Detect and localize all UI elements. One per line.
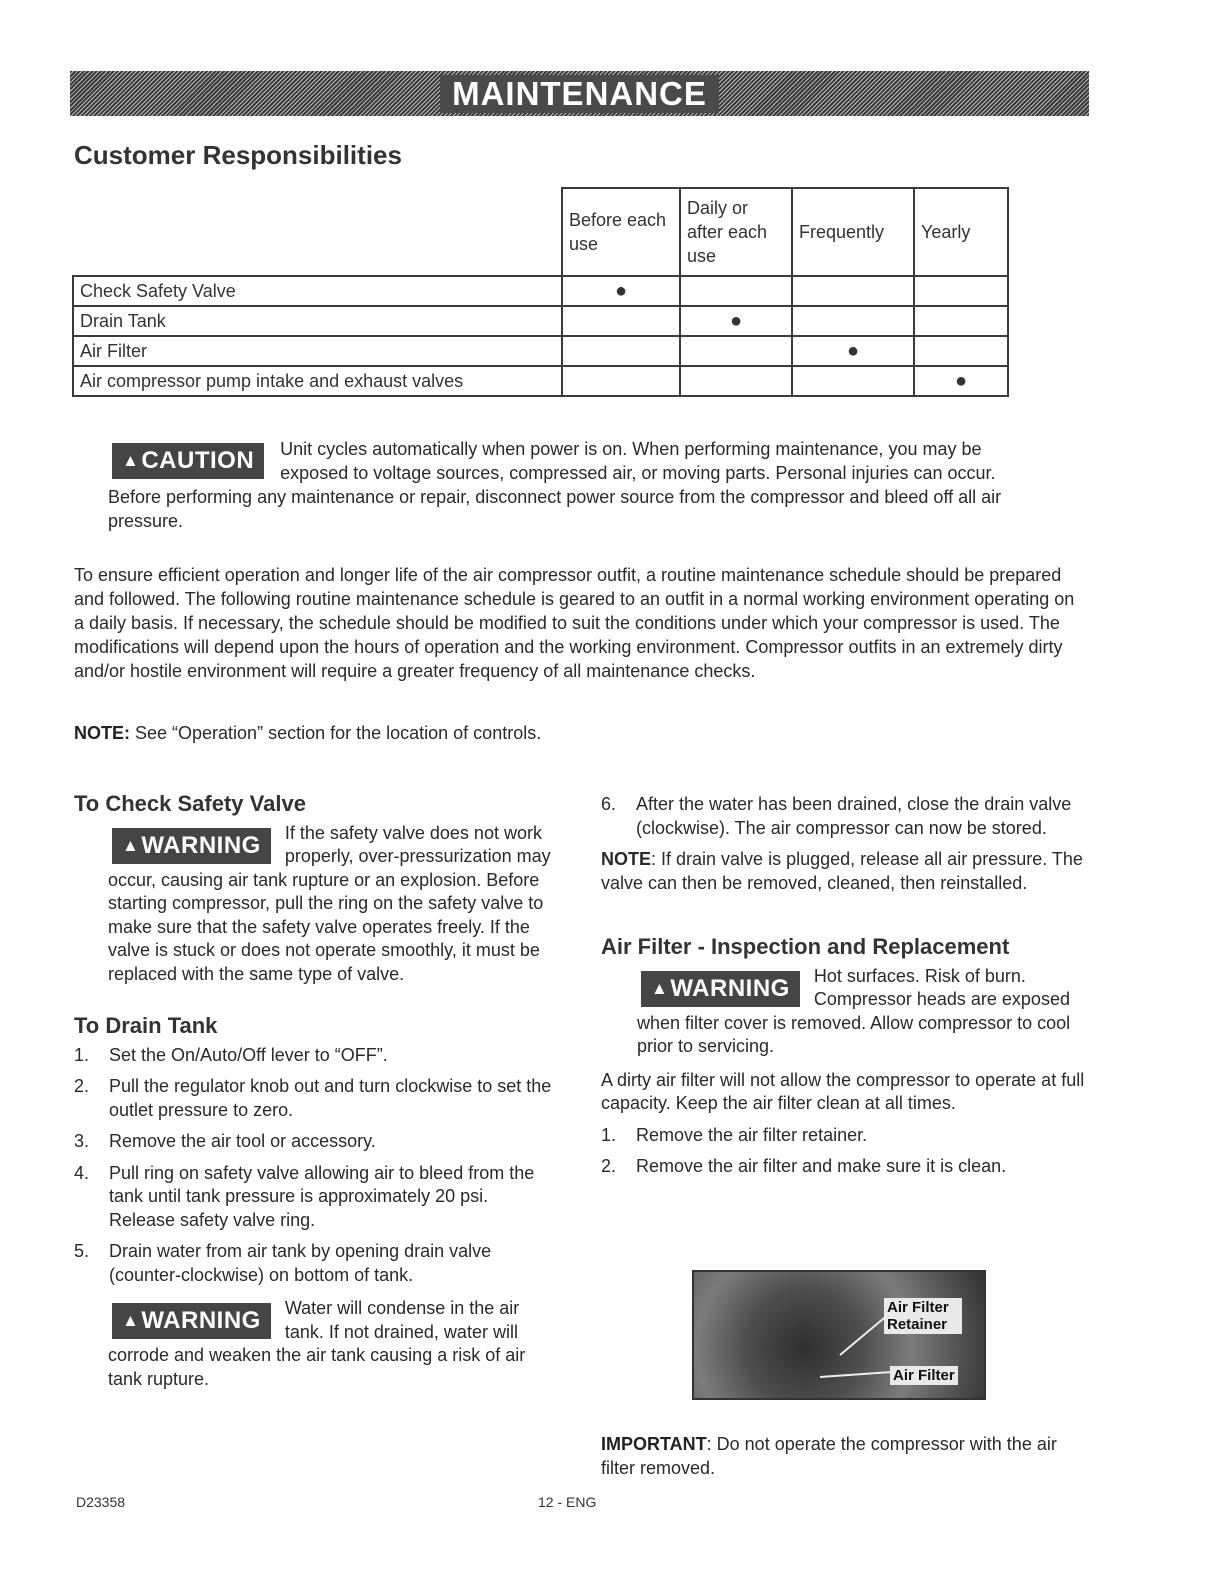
task-cell: Drain Tank bbox=[73, 306, 562, 336]
warning-triangle-icon: ▲ bbox=[122, 1311, 140, 1330]
note-text: See “Operation” section for the location of controls. bbox=[130, 723, 542, 743]
table-header-cell: Yearly bbox=[914, 188, 1008, 276]
table-row bbox=[73, 306, 1008, 336]
drain-tank-heading: To Drain Tank bbox=[74, 1013, 218, 1038]
task-cell: Check Safety Valve bbox=[73, 276, 562, 306]
step-number: 2. bbox=[74, 1076, 90, 1096]
safety-valve-warning bbox=[74, 822, 552, 987]
table-header-row bbox=[73, 188, 1008, 276]
drain-tank-steps-cont bbox=[601, 793, 1091, 840]
banner-title: MAINTENANCE bbox=[440, 75, 719, 113]
section-banner bbox=[70, 71, 1089, 116]
drain-valve-note bbox=[601, 848, 1091, 895]
step-text: Set the On/Auto/Off lever to “OFF”. bbox=[109, 1044, 388, 1065]
page-number: 12 - ENG bbox=[538, 1494, 597, 1510]
note-label: NOTE: bbox=[74, 723, 130, 743]
safety-valve-heading: To Check Safety Valve bbox=[74, 791, 306, 816]
task-cell: Air compressor pump intake and exhaust valves bbox=[73, 366, 562, 396]
drain-tank-steps bbox=[74, 1044, 552, 1288]
air-filter-photo bbox=[692, 1270, 986, 1400]
step-text: After the water has been drained, close the drain valve (clockwise). The air compressor can now be stored. bbox=[636, 794, 1072, 838]
mark-cell bbox=[914, 336, 1008, 366]
air-filter-warning bbox=[601, 965, 1091, 1059]
table-row bbox=[73, 336, 1008, 366]
left-column bbox=[74, 792, 552, 1391]
warning-label: WARNING bbox=[670, 974, 790, 1002]
intro-paragraph: To ensure efficient operation and longer life of the air compressor outfit, a routine maintenance schedule should be prepared and followed. The following routine maintenance schedule is geared to an outfit in a normal working environment operating on a daily basis. If necessary, the schedule should be modified to suit the conditions under which your compressor is used. The modifications will depend upon the hours of operation and the working environment. Compressor outfits in an extremely dirty and/or hostile environment will require a greater frequency of all maintenance checks. bbox=[74, 565, 1075, 681]
task-cell: Air Filter bbox=[73, 336, 562, 366]
step-number: 1. bbox=[74, 1044, 90, 1065]
note-text: : If drain valve is plugged, release all air pressure. The valve can then be removed, cleaned, then reinstalled. bbox=[601, 849, 1083, 893]
caution-badge bbox=[112, 443, 264, 479]
table-header-blank bbox=[73, 188, 562, 276]
table-header-cell: Frequently bbox=[792, 188, 914, 276]
warning-triangle-icon: ▲ bbox=[122, 835, 140, 855]
mark-cell: ● bbox=[680, 306, 792, 336]
mark-cell bbox=[792, 306, 914, 336]
step-text: Remove the air tool or accessory. bbox=[109, 1131, 376, 1151]
safety-valve-text: If the safety valve does not work properly, over-pressurization may occur, causing air tank rupture or an explosion. Before starting compressor, pull the ring on the safety valve to make sure that the safety valve operates freely. If the valve is stuck or does not operate smoothly, it must be replaced with the same type of valve. bbox=[108, 822, 551, 984]
mark-cell bbox=[680, 366, 792, 396]
list-item bbox=[74, 1240, 552, 1287]
drain-tank-warning bbox=[74, 1297, 552, 1391]
step-number: 6. bbox=[601, 794, 617, 814]
document-code: D23358 bbox=[76, 1494, 126, 1510]
warning-badge bbox=[641, 971, 800, 1007]
air-filter-steps bbox=[601, 1124, 1091, 1179]
list-item bbox=[74, 1162, 552, 1233]
note-operation bbox=[74, 721, 1084, 745]
important-label: IMPORTANT bbox=[601, 1434, 707, 1454]
list-item bbox=[601, 1155, 1091, 1179]
mark-cell bbox=[680, 336, 792, 366]
step-text: Remove the air filter and make sure it is clean. bbox=[636, 1156, 1007, 1176]
warning-triangle-icon: ▲ bbox=[122, 451, 140, 470]
mark-cell: ● bbox=[792, 336, 914, 366]
important-text: : Do not operate the compressor with the air filter removed. bbox=[601, 1434, 1057, 1478]
air-filter-text: A dirty air filter will not allow the compressor to operate at full capacity. Keep the air filter clean at all times. bbox=[601, 1069, 1085, 1113]
step-number: 3. bbox=[74, 1131, 90, 1151]
mark-cell bbox=[680, 276, 792, 306]
table-header-cell: Before each use bbox=[562, 188, 680, 276]
caution-text: Unit cycles automatically when power is on. When performing maintenance, you may be exposed to voltage sources, compressed air, or moving parts. Personal injuries can occur. Before performing any maintenance or repair, disconnect power source from the compressor and bleed off all air pressure. bbox=[108, 439, 1002, 531]
filter-arrow-icon bbox=[820, 1371, 890, 1378]
mark-cell: ● bbox=[562, 276, 680, 306]
table-header-cell: Daily or after each use bbox=[680, 188, 792, 276]
step-number: 5. bbox=[74, 1241, 90, 1261]
drain-tank-warning-text: Water will condense in the air tank. If not drained, water will corrode and weaken the air tank causing a risk of air tank rupture. bbox=[108, 1298, 526, 1389]
mark-cell bbox=[562, 336, 680, 366]
maintenance-schedule-table bbox=[72, 187, 1009, 397]
mark-cell bbox=[914, 276, 1008, 306]
figure-label-retainer: Air Filter Retainer bbox=[884, 1298, 962, 1334]
important-note bbox=[601, 1432, 1081, 1480]
caution-notice bbox=[108, 437, 1048, 533]
figure-label-filter: Air Filter bbox=[890, 1366, 958, 1385]
list-item bbox=[601, 793, 1091, 840]
mark-cell bbox=[562, 306, 680, 336]
table-row bbox=[73, 276, 1008, 306]
step-text: Drain water from air tank by opening drain valve (counter-clockwise) on bottom of tank. bbox=[109, 1241, 492, 1285]
right-column bbox=[601, 793, 1091, 1187]
list-item bbox=[601, 1124, 1091, 1148]
step-number: 1. bbox=[601, 1124, 617, 1145]
mark-cell: ● bbox=[914, 366, 1008, 396]
note-label: NOTE bbox=[601, 849, 652, 869]
mark-cell bbox=[792, 276, 914, 306]
list-item bbox=[74, 1130, 552, 1154]
step-number: 4. bbox=[74, 1162, 90, 1183]
step-number: 2. bbox=[601, 1156, 617, 1176]
customer-heading: Customer Responsibilities bbox=[74, 140, 402, 170]
warning-badge bbox=[112, 828, 271, 864]
step-text: Pull ring on safety valve allowing air to bleed from the tank until tank pressure is approximately 20 psi. Release safety valve ring. bbox=[109, 1162, 535, 1230]
warning-badge bbox=[112, 1303, 271, 1339]
list-item bbox=[74, 1044, 552, 1068]
step-text: Remove the air filter retainer. bbox=[636, 1124, 868, 1145]
air-filter-warning-text: Hot surfaces. Risk of burn. Compressor heads are exposed when filter cover is removed. Allow compressor to cool prior to servicing. bbox=[637, 965, 1071, 1056]
mark-cell bbox=[914, 306, 1008, 336]
list-item bbox=[74, 1075, 552, 1122]
warning-label: WARNING bbox=[141, 831, 261, 859]
step-text: Pull the regulator knob out and turn clockwise to set the outlet pressure to zero. bbox=[109, 1076, 552, 1120]
retainer-arrow-icon bbox=[839, 1317, 885, 1356]
mark-cell bbox=[562, 366, 680, 396]
warning-label: WARNING bbox=[141, 1307, 261, 1334]
caution-label: CAUTION bbox=[141, 447, 255, 474]
mark-cell bbox=[792, 366, 914, 396]
warning-triangle-icon: ▲ bbox=[651, 978, 669, 998]
table-row bbox=[73, 366, 1008, 396]
air-filter-heading: Air Filter - Inspection and Replacement bbox=[601, 934, 1010, 959]
